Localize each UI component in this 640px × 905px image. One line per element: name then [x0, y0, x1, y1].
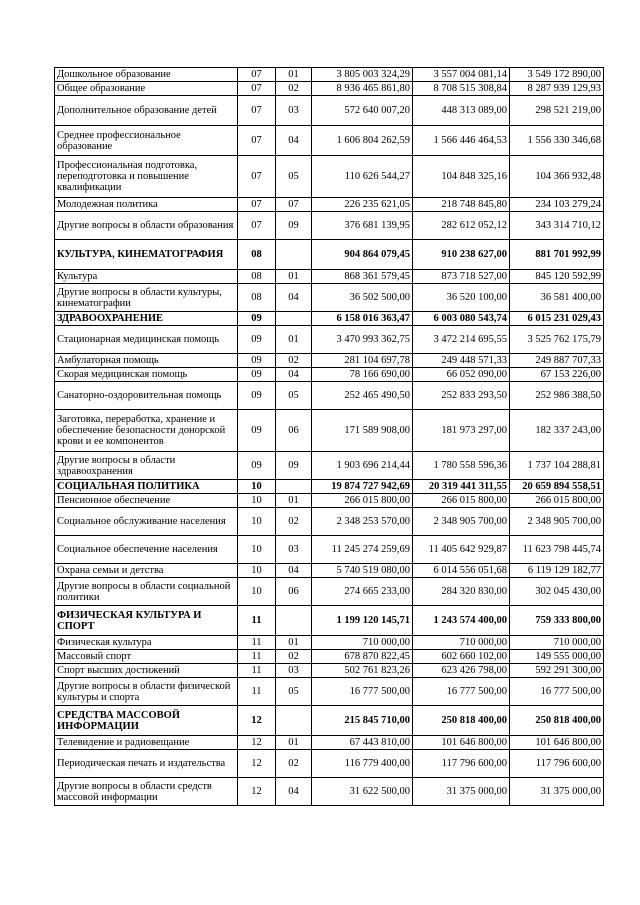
row-amount-2: 181 973 297,00: [413, 410, 510, 452]
row-amount-3: 592 291 300,00: [510, 664, 604, 678]
row-section-code: 08: [238, 240, 276, 270]
row-amount-1: 8 936 465 861,80: [312, 82, 413, 96]
row-section-code: 11: [238, 636, 276, 650]
row-amount-1: 3 805 003 324,29: [312, 68, 413, 82]
row-amount-2: 104 848 325,16: [413, 156, 510, 198]
row-subsection-code: 04: [276, 126, 312, 156]
row-subsection-code: 02: [276, 508, 312, 536]
row-amount-2: 710 000,00: [413, 636, 510, 650]
row-amount-2: 2 348 905 700,00: [413, 508, 510, 536]
row-name: Другие вопросы в области средств массовой информации: [55, 778, 238, 806]
table-row: [55, 536, 604, 564]
row-amount-2: 1 243 574 400,00: [413, 606, 510, 636]
row-section-code: 07: [238, 68, 276, 82]
row-name: Пенсионное обеспечение: [55, 494, 238, 508]
row-amount-3: 881 701 992,99: [510, 240, 604, 270]
table-row: [55, 284, 604, 312]
row-section-code: 07: [238, 126, 276, 156]
row-subsection-code: 04: [276, 564, 312, 578]
row-amount-3: 16 777 500,00: [510, 678, 604, 706]
row-name: Скорая медицинская помощь: [55, 368, 238, 382]
row-amount-1: 226 235 621,05: [312, 198, 413, 212]
table-row: [55, 96, 604, 126]
row-name: Социальное обеспечение населения: [55, 536, 238, 564]
row-amount-3: 252 986 388,50: [510, 382, 604, 410]
row-name: Массовый спорт: [55, 650, 238, 664]
row-name: Другие вопросы в области культуры, кинематографии: [55, 284, 238, 312]
section-row: [55, 480, 604, 494]
row-amount-1: 110 626 544,27: [312, 156, 413, 198]
row-amount-1: 3 470 993 362,75: [312, 326, 413, 354]
row-section-code: 09: [238, 410, 276, 452]
row-amount-2: 623 426 798,00: [413, 664, 510, 678]
row-amount-3: 182 337 243,00: [510, 410, 604, 452]
row-amount-3: 343 314 710,12: [510, 212, 604, 240]
row-section-code: 12: [238, 778, 276, 806]
table-row: [55, 368, 604, 382]
row-section-code: 09: [238, 312, 276, 326]
row-amount-1: 36 502 500,00: [312, 284, 413, 312]
row-amount-2: 250 818 400,00: [413, 706, 510, 736]
row-name: Профессиональная подготовка, переподготовка и повышение квалификации: [55, 156, 238, 198]
row-amount-3: 8 287 939 129,93: [510, 82, 604, 96]
row-section-code: 11: [238, 678, 276, 706]
row-section-code: 08: [238, 284, 276, 312]
row-amount-3: 1 556 330 346,68: [510, 126, 604, 156]
row-section-code: 09: [238, 382, 276, 410]
row-amount-3: 20 659 894 558,51: [510, 480, 604, 494]
row-amount-3: 1 737 104 288,81: [510, 452, 604, 480]
row-amount-1: 572 640 007,20: [312, 96, 413, 126]
table-row: [55, 778, 604, 806]
row-subsection-code: 01: [276, 636, 312, 650]
row-amount-1: 868 361 579,45: [312, 270, 413, 284]
row-subsection-code: 07: [276, 198, 312, 212]
row-subsection-code: 04: [276, 284, 312, 312]
row-subsection-code: 02: [276, 750, 312, 778]
row-name: Общее образование: [55, 82, 238, 96]
row-amount-3: 302 045 430,00: [510, 578, 604, 606]
table-row: [55, 508, 604, 536]
row-amount-3: 250 818 400,00: [510, 706, 604, 736]
row-subsection-code: 02: [276, 82, 312, 96]
row-amount-1: 266 015 800,00: [312, 494, 413, 508]
row-amount-1: 274 665 233,00: [312, 578, 413, 606]
table-row: [55, 636, 604, 650]
row-subsection-code: 03: [276, 664, 312, 678]
row-amount-2: 20 319 441 311,55: [413, 480, 510, 494]
row-amount-3: 710 000,00: [510, 636, 604, 650]
row-amount-2: 448 313 089,00: [413, 96, 510, 126]
table-row: [55, 382, 604, 410]
row-name: Другие вопросы в области образования: [55, 212, 238, 240]
row-amount-1: 31 622 500,00: [312, 778, 413, 806]
row-subsection-code: 03: [276, 96, 312, 126]
row-amount-2: 16 777 500,00: [413, 678, 510, 706]
row-amount-3: 117 796 600,00: [510, 750, 604, 778]
row-name: Периодическая печать и издательства: [55, 750, 238, 778]
row-name: Другие вопросы в области здравоохранения: [55, 452, 238, 480]
row-amount-3: 36 581 400,00: [510, 284, 604, 312]
row-section-code: 11: [238, 664, 276, 678]
table-row: [55, 410, 604, 452]
row-amount-1: 710 000,00: [312, 636, 413, 650]
row-name: Дополнительное образование детей: [55, 96, 238, 126]
row-name: Молодежная политика: [55, 198, 238, 212]
row-amount-3: 101 646 800,00: [510, 736, 604, 750]
row-amount-3: 6 119 129 182,77: [510, 564, 604, 578]
row-subsection-code: 01: [276, 326, 312, 354]
row-section-code: 10: [238, 480, 276, 494]
row-amount-1: 904 864 079,45: [312, 240, 413, 270]
row-subsection-code: 01: [276, 270, 312, 284]
row-amount-3: 11 623 798 445,74: [510, 536, 604, 564]
row-section-code: 11: [238, 650, 276, 664]
table-row: [55, 494, 604, 508]
row-amount-1: 5 740 519 080,00: [312, 564, 413, 578]
row-name: Санаторно-оздоровительная помощь: [55, 382, 238, 410]
table-row: [55, 664, 604, 678]
row-amount-1: 1 903 696 214,44: [312, 452, 413, 480]
table-row: [55, 212, 604, 240]
row-amount-1: 678 870 822,45: [312, 650, 413, 664]
row-amount-1: 215 845 710,00: [312, 706, 413, 736]
row-section-code: 10: [238, 578, 276, 606]
row-amount-3: 249 887 707,33: [510, 354, 604, 368]
row-name: Охрана семьи и детства: [55, 564, 238, 578]
row-name: Телевидение и радиовещание: [55, 736, 238, 750]
section-row: [55, 606, 604, 636]
table-row: [55, 198, 604, 212]
row-amount-3: 298 521 219,00: [510, 96, 604, 126]
row-amount-1: 502 761 823,26: [312, 664, 413, 678]
row-subsection-code: 09: [276, 212, 312, 240]
row-amount-2: 249 448 571,33: [413, 354, 510, 368]
row-section-code: 12: [238, 706, 276, 736]
row-name: Среднее профессиональное образование: [55, 126, 238, 156]
row-subsection-code: [276, 706, 312, 736]
row-amount-2: 66 052 090,00: [413, 368, 510, 382]
row-amount-2: 3 557 004 081,14: [413, 68, 510, 82]
row-section-code: 07: [238, 82, 276, 96]
row-amount-3: 845 120 592,99: [510, 270, 604, 284]
row-amount-2: 873 718 527,00: [413, 270, 510, 284]
row-subsection-code: 02: [276, 650, 312, 664]
row-section-code: 09: [238, 326, 276, 354]
row-amount-2: 266 015 800,00: [413, 494, 510, 508]
row-subsection-code: [276, 606, 312, 636]
row-amount-1: 252 465 490,50: [312, 382, 413, 410]
row-name: ФИЗИЧЕСКАЯ КУЛЬТУРА И СПОРТ: [55, 606, 238, 636]
row-name: СОЦИАЛЬНАЯ ПОЛИТИКА: [55, 480, 238, 494]
table-row: [55, 650, 604, 664]
table-row: [55, 578, 604, 606]
table-row: [55, 82, 604, 96]
row-subsection-code: 02: [276, 354, 312, 368]
budget-table: [54, 67, 604, 806]
table-row: [55, 68, 604, 82]
row-name: Другие вопросы в области социальной политики: [55, 578, 238, 606]
row-name: ЗДРАВООХРАНЕНИЕ: [55, 312, 238, 326]
table-row: [55, 564, 604, 578]
row-name: Социальное обслуживание населения: [55, 508, 238, 536]
row-name: Дошкольное образование: [55, 68, 238, 82]
row-amount-2: 602 660 102,00: [413, 650, 510, 664]
row-subsection-code: 06: [276, 578, 312, 606]
row-amount-2: 284 320 830,00: [413, 578, 510, 606]
row-amount-2: 11 405 642 929,87: [413, 536, 510, 564]
row-amount-3: 2 348 905 700,00: [510, 508, 604, 536]
row-subsection-code: 05: [276, 382, 312, 410]
row-amount-2: 101 646 800,00: [413, 736, 510, 750]
row-section-code: 12: [238, 736, 276, 750]
row-amount-1: 116 779 400,00: [312, 750, 413, 778]
row-subsection-code: 06: [276, 410, 312, 452]
row-subsection-code: 05: [276, 678, 312, 706]
row-name: Другие вопросы в области физической культуры и спорта: [55, 678, 238, 706]
table-row: [55, 326, 604, 354]
row-subsection-code: 04: [276, 368, 312, 382]
section-row: [55, 312, 604, 326]
section-row: [55, 240, 604, 270]
budget-table-body: [55, 68, 604, 806]
row-amount-1: 376 681 139,95: [312, 212, 413, 240]
row-amount-1: 6 158 016 363,47: [312, 312, 413, 326]
row-amount-2: 117 796 600,00: [413, 750, 510, 778]
row-section-code: 09: [238, 368, 276, 382]
row-amount-3: 6 015 231 029,43: [510, 312, 604, 326]
row-amount-2: 1 780 558 596,36: [413, 452, 510, 480]
row-amount-1: 19 874 727 942,69: [312, 480, 413, 494]
row-section-code: 07: [238, 96, 276, 126]
row-subsection-code: [276, 312, 312, 326]
row-amount-2: 282 612 052,12: [413, 212, 510, 240]
row-section-code: 09: [238, 452, 276, 480]
row-amount-1: 171 589 908,00: [312, 410, 413, 452]
row-section-code: 12: [238, 750, 276, 778]
row-section-code: 07: [238, 156, 276, 198]
row-section-code: 10: [238, 494, 276, 508]
row-name: Амбулаторная помощь: [55, 354, 238, 368]
row-amount-2: 218 748 845,80: [413, 198, 510, 212]
row-name: Заготовка, переработка, хранение и обеспечение безопасности донорской крови и ее компонентов: [55, 410, 238, 452]
table-row: [55, 354, 604, 368]
row-subsection-code: 01: [276, 68, 312, 82]
row-amount-3: 266 015 800,00: [510, 494, 604, 508]
row-amount-3: 234 103 279,24: [510, 198, 604, 212]
table-row: [55, 750, 604, 778]
section-row: [55, 706, 604, 736]
row-amount-2: 910 238 627,00: [413, 240, 510, 270]
row-amount-3: 759 333 800,00: [510, 606, 604, 636]
row-amount-2: 31 375 000,00: [413, 778, 510, 806]
row-amount-1: 2 348 253 570,00: [312, 508, 413, 536]
row-amount-2: 252 833 293,50: [413, 382, 510, 410]
table-row: [55, 736, 604, 750]
row-name: КУЛЬТУРА, КИНЕМАТОГРАФИЯ: [55, 240, 238, 270]
row-amount-1: 11 245 274 259,69: [312, 536, 413, 564]
table-row: [55, 678, 604, 706]
row-section-code: 10: [238, 508, 276, 536]
row-name: СРЕДСТВА МАССОВОЙ ИНФОРМАЦИИ: [55, 706, 238, 736]
row-subsection-code: 01: [276, 494, 312, 508]
table-row: [55, 270, 604, 284]
row-name: Культура: [55, 270, 238, 284]
row-name: Спорт высших достижений: [55, 664, 238, 678]
row-amount-2: 1 566 446 464,53: [413, 126, 510, 156]
row-name: Стационарная медицинская помощь: [55, 326, 238, 354]
row-name: Физическая культура: [55, 636, 238, 650]
row-amount-1: 281 104 697,78: [312, 354, 413, 368]
row-amount-1: 1 606 804 262,59: [312, 126, 413, 156]
row-section-code: 10: [238, 564, 276, 578]
row-subsection-code: 09: [276, 452, 312, 480]
table-row: [55, 156, 604, 198]
row-amount-2: 6 014 556 051,68: [413, 564, 510, 578]
row-section-code: 08: [238, 270, 276, 284]
row-amount-2: 36 520 100,00: [413, 284, 510, 312]
row-amount-1: 67 443 810,00: [312, 736, 413, 750]
row-subsection-code: 05: [276, 156, 312, 198]
row-amount-2: 8 708 515 308,84: [413, 82, 510, 96]
row-subsection-code: 01: [276, 736, 312, 750]
table-row: [55, 452, 604, 480]
row-subsection-code: 04: [276, 778, 312, 806]
row-amount-3: 31 375 000,00: [510, 778, 604, 806]
row-amount-2: 3 472 214 695,55: [413, 326, 510, 354]
row-subsection-code: 03: [276, 536, 312, 564]
row-amount-1: 16 777 500,00: [312, 678, 413, 706]
row-section-code: 11: [238, 606, 276, 636]
table-row: [55, 126, 604, 156]
row-section-code: 10: [238, 536, 276, 564]
row-amount-3: 149 555 000,00: [510, 650, 604, 664]
row-amount-2: 6 003 080 543,74: [413, 312, 510, 326]
row-amount-3: 3 525 762 175,79: [510, 326, 604, 354]
row-amount-3: 67 153 226,00: [510, 368, 604, 382]
row-subsection-code: [276, 240, 312, 270]
row-section-code: 09: [238, 354, 276, 368]
row-amount-1: 1 199 120 145,71: [312, 606, 413, 636]
row-amount-3: 3 549 172 890,00: [510, 68, 604, 82]
row-amount-1: 78 166 690,00: [312, 368, 413, 382]
row-section-code: 07: [238, 198, 276, 212]
row-subsection-code: [276, 480, 312, 494]
row-section-code: 07: [238, 212, 276, 240]
row-amount-3: 104 366 932,48: [510, 156, 604, 198]
